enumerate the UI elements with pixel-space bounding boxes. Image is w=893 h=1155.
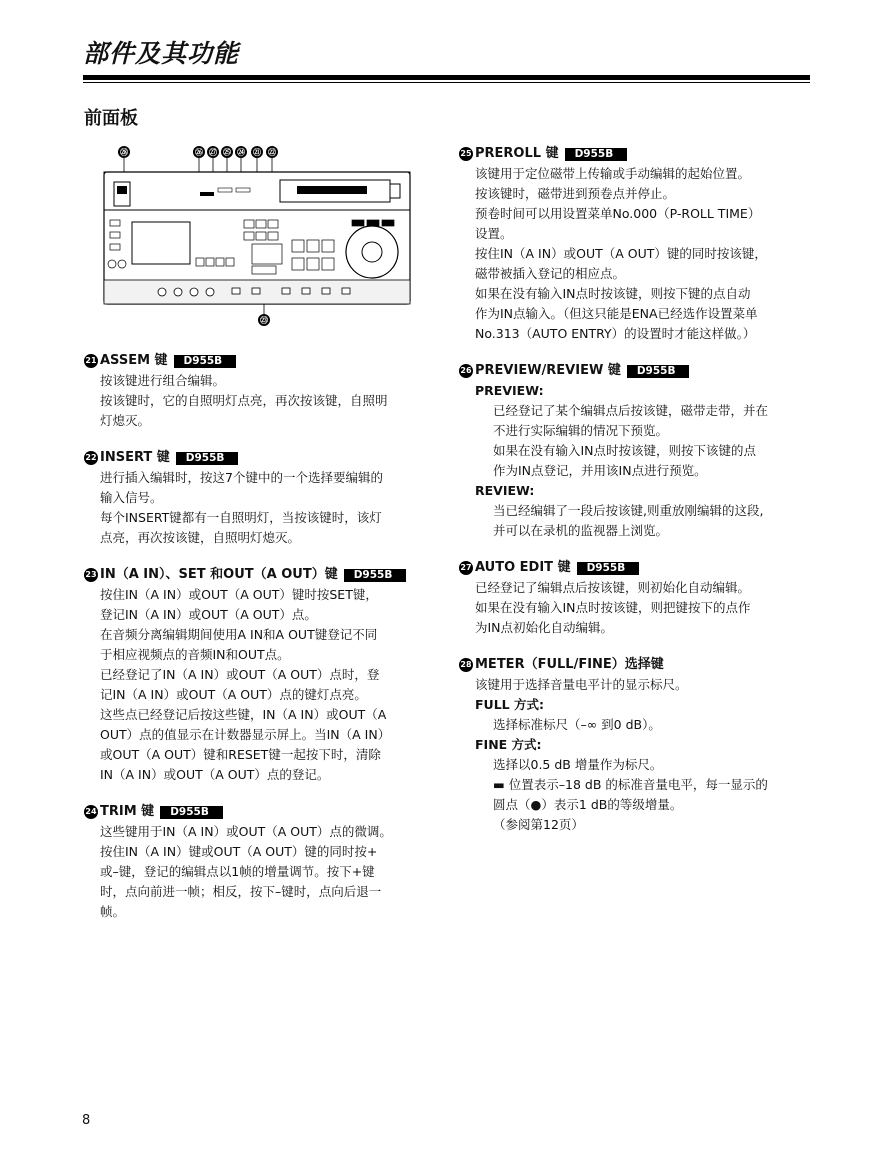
item-number: 27 (459, 561, 473, 575)
body-line: 或OUT（A OUT）键和RESET键一起按下时，清除 (100, 747, 381, 762)
body-line: 不进行实际编辑的情况下预览。 (493, 423, 669, 438)
item-number: 25 (459, 147, 473, 161)
item-number: 23 (84, 568, 98, 582)
body-line: 灯熄灭。 (100, 413, 151, 428)
callout-21: ㉑ (253, 148, 261, 157)
body-line: 已经登记了某个编辑点后按该键，磁带走带，并在 (493, 403, 769, 418)
item-23-in-set-out (84, 565, 439, 785)
body-line: 这些键用于IN（A IN）或OUT（A OUT）点的微调。 (100, 824, 392, 839)
body-line: 该键用于定位磁带上传输或手动编辑的起始位置。 (475, 166, 751, 181)
item-title: AUTO EDIT 键 (475, 560, 571, 575)
body-line: 选择以0.5 dB 增量作为标尺。 (493, 757, 663, 772)
body-line: 按住IN（A IN）或OUT（A OUT）键时按SET键， (100, 587, 378, 602)
front-panel-figure (102, 140, 412, 330)
item-number: 24 (84, 805, 98, 819)
model-badge: D955B (176, 452, 239, 465)
item-number: 22 (84, 451, 98, 465)
item-21-assem (84, 351, 439, 431)
body-line: 按住IN（A IN）或OUT（A OUT）键的同时按该键， (475, 246, 767, 261)
item-25-preroll (459, 144, 815, 344)
body-line: 帧。 (100, 904, 126, 919)
item-title: ASSEM 键 (100, 353, 168, 368)
body-line: 作为IN点登记，并用该IN点进行预览。 (493, 463, 707, 478)
item-title: PREROLL 键 (475, 146, 559, 161)
item-number: 26 (459, 364, 473, 378)
preview-label: PREVIEW: (475, 383, 544, 398)
model-badge: D955B (577, 562, 640, 575)
full-mode-label: FULL 方式: (475, 697, 544, 712)
model-badge: D955B (174, 355, 237, 368)
body-line: ▬ 位置表示–18 dB 的标准音量电平，每一显示的 (493, 777, 768, 792)
body-line: 登记IN（A IN）或OUT（A OUT）点。 (100, 607, 317, 622)
item-number: 28 (459, 658, 473, 672)
body-line: 在音频分离编辑期间使用A IN和A OUT键登记不同 (100, 627, 378, 642)
body-line: IN（A IN）或OUT（A OUT）点的登记。 (100, 767, 330, 782)
body-line: （参阅第12页） (493, 817, 584, 832)
item-title: PREVIEW/REVIEW 键 (475, 363, 621, 378)
model-badge: D955B (627, 365, 690, 378)
review-label: REVIEW: (475, 483, 535, 498)
body-line: 这些点已经登记后按这些键，IN（A IN）或OUT（A (100, 707, 387, 722)
body-line: 或–键，登记的编辑点以1帧的增量调节。按下+键 (100, 864, 375, 879)
item-title: INSERT 键 (100, 450, 170, 465)
body-line: No.313（AUTO ENTRY）的设置时才能这样做。） (475, 326, 756, 341)
body-line: 时，点向前进一帧；相反，按下–键时，点向后退一 (100, 884, 382, 899)
page-title: 部件及其功能 (83, 39, 240, 68)
body-line: 按该键时，它的自照明灯点亮，再次按该键，自照明 (100, 393, 388, 408)
body-line: 并可以在录机的监视器上浏览。 (493, 523, 669, 538)
body-line: 按该键时，磁带进到预卷点并停止。 (475, 186, 676, 201)
item-number: 21 (84, 354, 98, 368)
item-27-auto-edit (459, 558, 815, 638)
body-line: 按该键进行组合编辑。 (100, 373, 226, 388)
callout-26: ㉖ (195, 148, 203, 157)
model-badge: D955B (344, 569, 407, 582)
item-title: METER（FULL/FINE）选择键 (475, 657, 664, 672)
page-number: 8 (82, 1113, 91, 1128)
item-title: TRIM 键 (100, 804, 155, 819)
item-22-insert (84, 448, 439, 548)
fine-mode-label: FINE 方式: (475, 737, 542, 752)
callout-22: ㉒ (268, 148, 276, 157)
callout-25: ㉕ (223, 148, 231, 157)
model-badge: D955B (565, 148, 628, 161)
body-line: 为IN点初始化自动编辑。 (475, 620, 614, 635)
model-badge: D955B (160, 806, 223, 819)
item-title: IN（A IN）、SET 和OUT（A OUT）键 (100, 567, 338, 582)
body-line: 如果在没有输入IN点时按该键，则把键按下的点作 (475, 600, 751, 615)
item-28-meter (459, 655, 815, 835)
body-line: 如果在没有输入IN点时按该键，则按下键的点自动 (475, 286, 751, 301)
body-line: 点亮，再次按该键，自照明灯熄灭。 (100, 530, 301, 545)
callout-24: ㉔ (237, 148, 245, 157)
title-rule (83, 75, 810, 80)
body-line: 该键用于选择音量电平计的显示标尺。 (475, 677, 688, 692)
right-column (459, 144, 815, 852)
body-line: 已经登记了IN（A IN）或OUT（A OUT）点时，登 (100, 667, 380, 682)
body-line: 进行插入编辑时，按这7个键中的一个选择要编辑的 (100, 470, 383, 485)
body-line: 于相应视频点的音频IN和OUT点。 (100, 647, 290, 662)
body-line: 作为IN点输入。（但这只能是ENA已经选作设置菜单 (475, 306, 758, 321)
body-line: 选择标准标尺（–∞ 到0 dB）。 (493, 717, 661, 732)
body-line: 记IN（A IN）或OUT（A OUT）点的键灯点亮。 (100, 687, 367, 702)
body-line: OUT）点的值显示在计数器显示屏上。当IN（A IN） (100, 727, 391, 742)
section-title: 前面板 (84, 108, 138, 129)
callout-28: ㉘ (120, 148, 128, 157)
body-line: 磁带被插入登记的相应点。 (475, 266, 626, 281)
left-column (84, 351, 439, 939)
item-26-preview-review (459, 361, 815, 541)
body-line: 设置。 (475, 226, 513, 241)
title-rule-thin (83, 82, 810, 83)
body-line: 当已经编辑了一段后按该键,则重放刚编辑的这段, (493, 503, 764, 518)
body-line: 每个INSERT键都有一自照明灯，当按该键时，该灯 (100, 510, 382, 525)
body-line: 如果在没有输入IN点时按该键，则按下该键的点 (493, 443, 757, 458)
item-24-trim (84, 802, 439, 922)
body-line: 预卷时间可以用设置菜单No.000（P-ROLL TIME） (475, 206, 761, 221)
body-line: 已经登记了编辑点后按该键，则初始化自动编辑。 (475, 580, 751, 595)
body-line: 按住IN（A IN）键或OUT（A OUT）键的同时按+ (100, 844, 378, 859)
body-line: 输入信号。 (100, 490, 163, 505)
body-line: 圆点（●）表示1 dB的等级增量。 (493, 797, 683, 812)
callout-23: ㉓ (260, 316, 268, 325)
callout-27: ㉗ (209, 148, 217, 157)
